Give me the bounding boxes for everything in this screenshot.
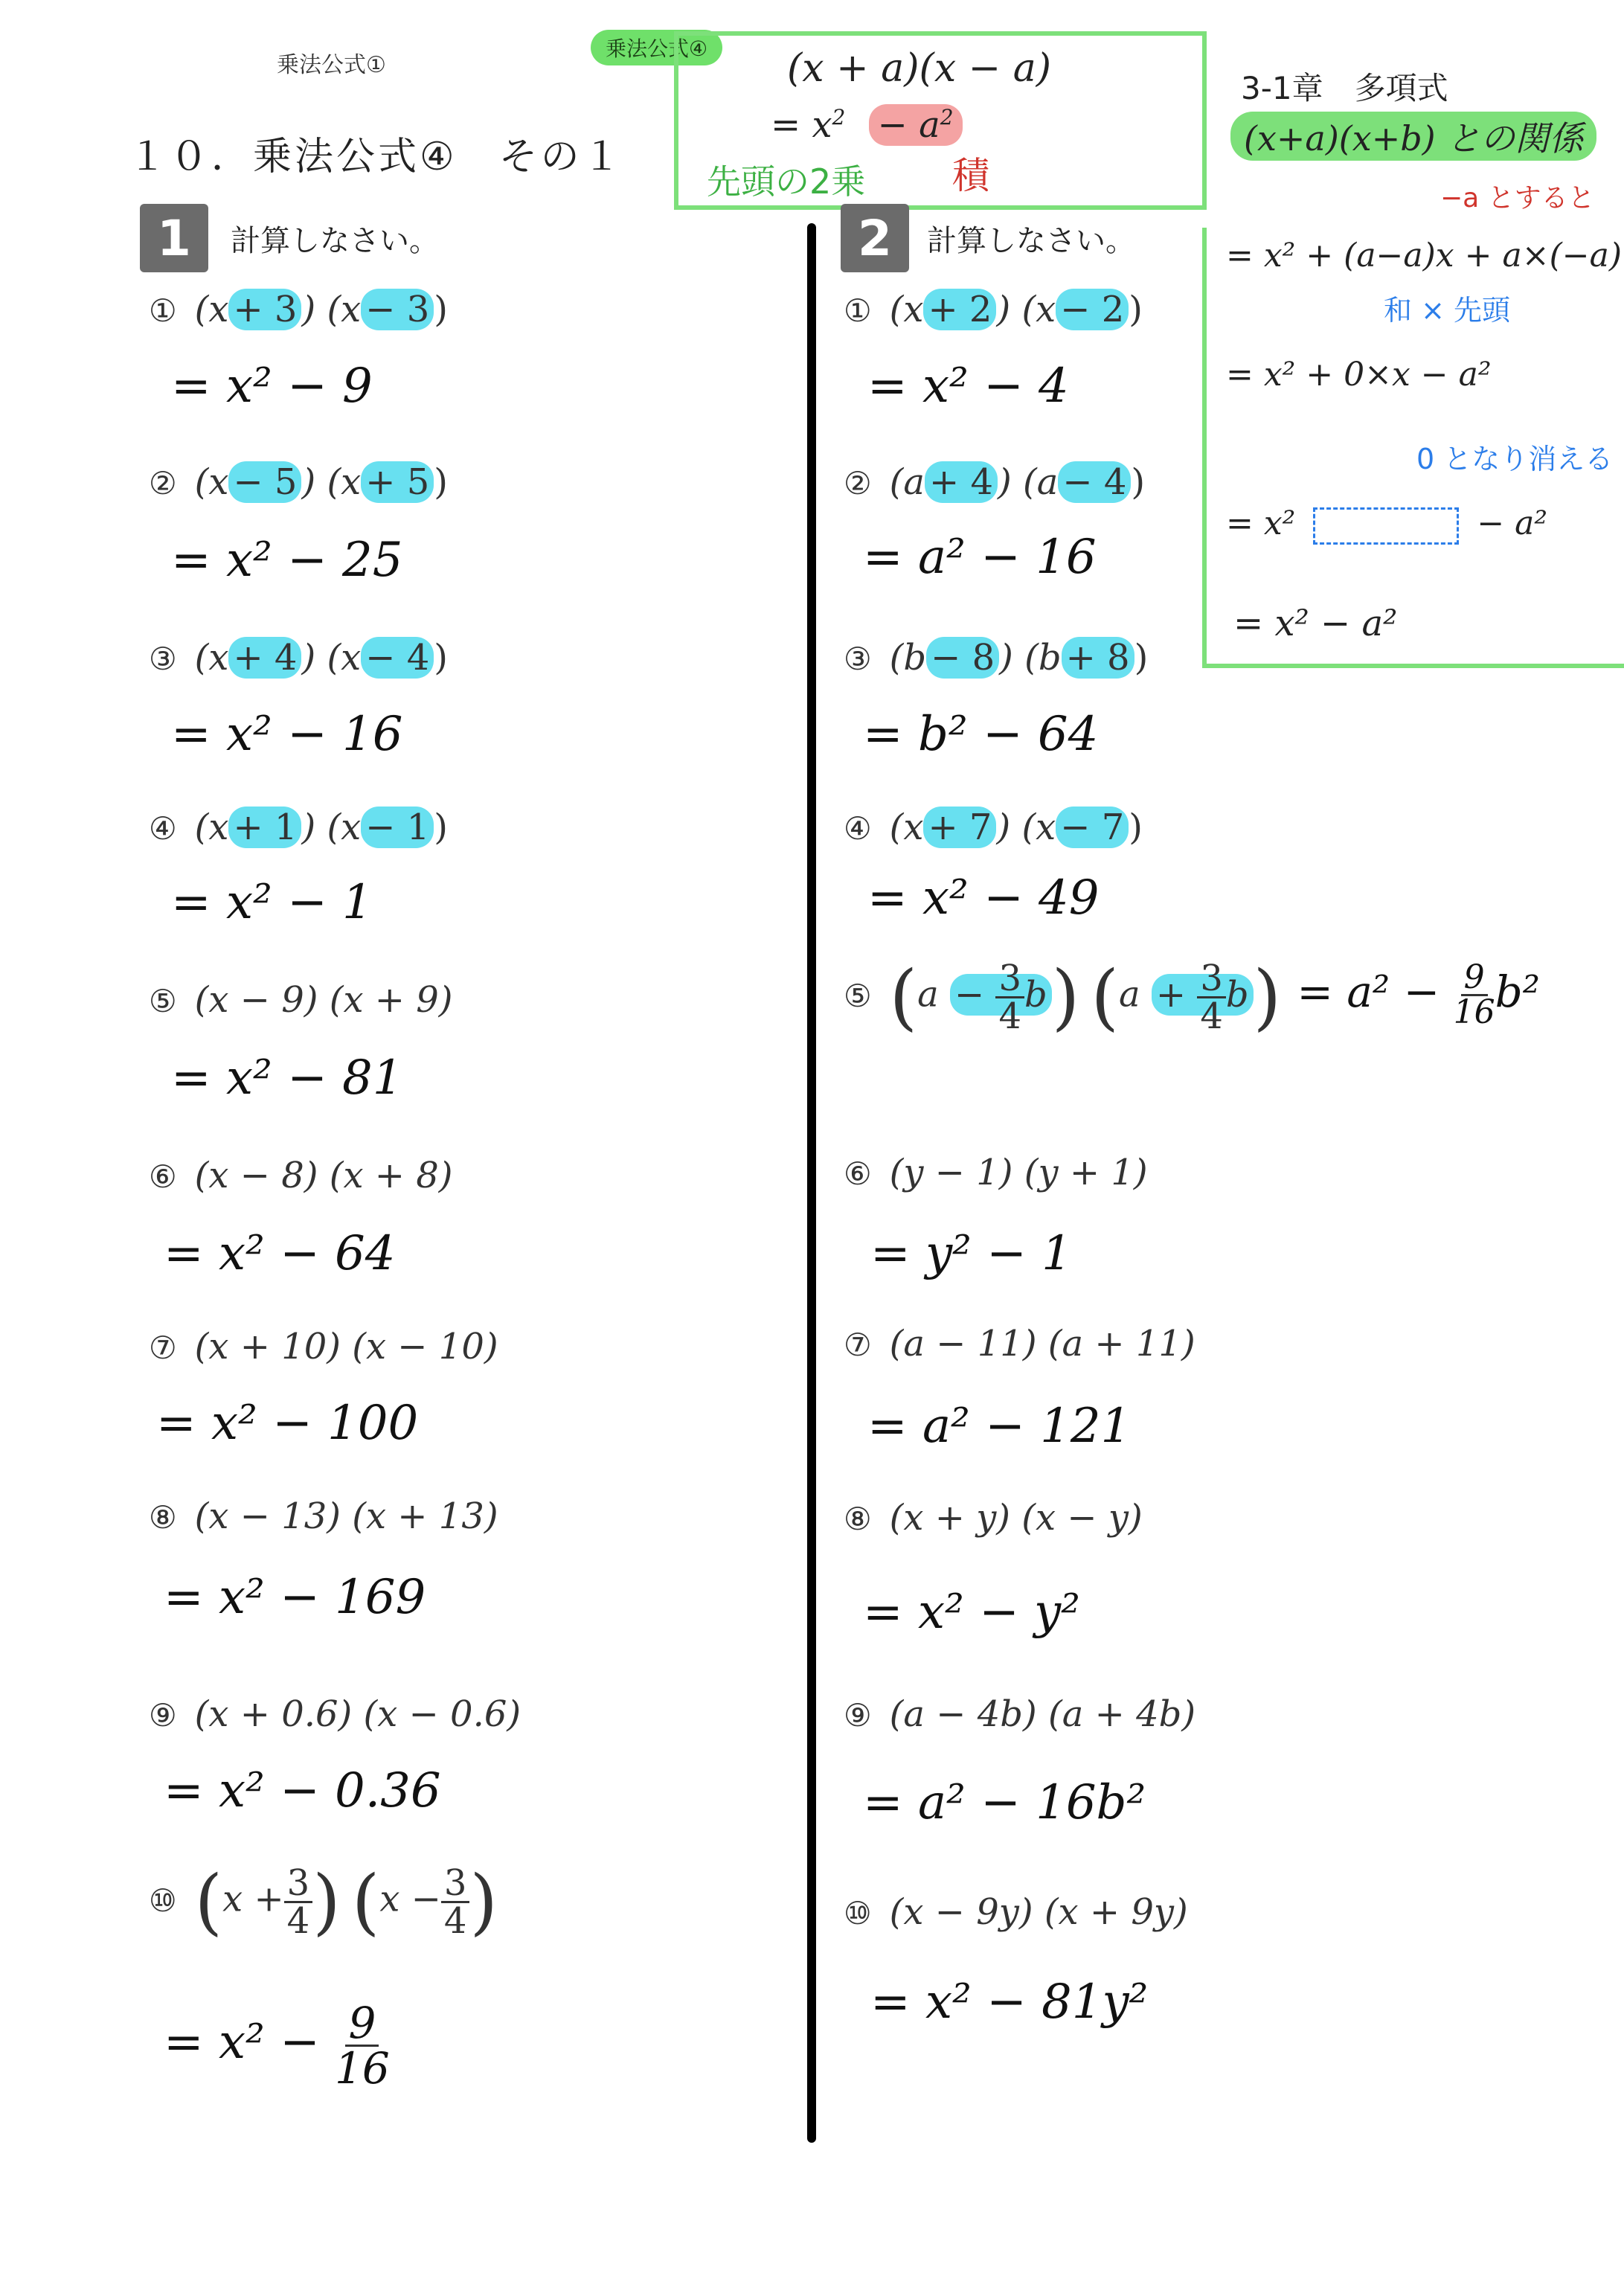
header-small-label: 乗法公式① [277, 52, 386, 78]
note-product: 積 [952, 154, 989, 197]
s1-problem-7: ⑦ (x + 10) (x − 10) [149, 1326, 498, 1367]
relation-border-left [1202, 228, 1207, 668]
s1-answer-3: = x² − 16 [171, 707, 403, 762]
section2-number: 2 [841, 204, 909, 272]
relation-border-bottom [1202, 664, 1624, 668]
s2-answer-7: = a² − 121 [867, 1399, 1132, 1454]
s1-answer-2: = x² − 25 [171, 533, 403, 588]
page-title: １０．乗法公式④ その１ [128, 135, 624, 179]
section2-instruction: 計算しなさい。 [927, 224, 1135, 258]
s2-answer-4: = x² − 49 [867, 870, 1100, 926]
highlight: − $\frac{3}{4}$ b [950, 974, 1052, 1016]
s2-problem-3: ③ (b − 8 ) (b + 8 ) [844, 637, 1149, 679]
relation-title: (x+a)(x+b) との関係 [1230, 112, 1596, 161]
column-divider [807, 223, 816, 2143]
relation-step1-note: 和 × 先頭 [1384, 294, 1510, 327]
section1-instruction: 計算しなさい。 [231, 224, 439, 258]
formula-badge: 乗法公式④ [591, 30, 722, 65]
section1-number: 1 [140, 204, 208, 272]
s2-answer-10: = x² − 81y² [870, 1975, 1149, 2030]
s1-problem-10: ⑩ (x + $\frac{3}{4}$ ) (x − $\frac{3}{4}$ ) [149, 1860, 498, 1943]
fraction: $\frac{3}{4}$ [284, 1865, 313, 1939]
relation-step3: = x² − a² [1226, 504, 1547, 545]
s2-answer-6: = y² − 1 [870, 1226, 1072, 1281]
formula-product: − $a^2$ [869, 104, 963, 146]
fraction: $\frac{3}{4}$ [1197, 961, 1226, 1034]
blank-box [1313, 507, 1459, 545]
s2-answer-2: = a² − 16 [863, 530, 1097, 585]
formula-line1: (x + a)(x − a) [787, 46, 1052, 91]
chapter-label: 3-1章 多項式 [1241, 70, 1448, 106]
s1-answer-5: = x² − 81 [171, 1051, 403, 1106]
formula-square: = x [771, 104, 832, 146]
relation-step1: = x² + (a−a)x + a×(−a) [1226, 237, 1622, 275]
s1-problem-9: ⑨ (x + 0.6) (x − 0.6) [149, 1693, 521, 1735]
s1-answer-6: = x² − 64 [164, 1226, 396, 1281]
fraction: $\frac{3}{4}$ [441, 1865, 470, 1939]
s1-answer-1: = x² − 9 [171, 359, 373, 414]
s2-problem-4: ④ (x + 7 ) (x − 7 ) [844, 807, 1143, 848]
fraction: $\frac{3}{4}$ [995, 961, 1024, 1034]
answer-fraction: $\frac{9}{16}$ [1453, 958, 1495, 1031]
s1-answer-9: = x² − 0.36 [164, 1763, 441, 1818]
relation-step2-note: 0 となり消える [1416, 443, 1614, 475]
s2-answer-8: = x² − y² [863, 1585, 1080, 1640]
s2-problem-7: ⑦ (a − 11) (a + 11) [844, 1323, 1195, 1365]
relation-step2: = x² + 0×x − a² [1226, 356, 1492, 394]
s2-answer-5: = a² − $\frac{9}{16}$ b² [1297, 958, 1541, 1031]
relation-step4: = x² − a² [1233, 603, 1398, 644]
formula-line2: = $x^2 - a^2$ [771, 104, 963, 146]
s1-answer-4: = x² − 1 [171, 875, 373, 930]
s1-problem-5: ⑤ (x − 9) (x + 9) [149, 979, 453, 1021]
s1-problem-1: ① (x + 3 ) (x − 3 ) [149, 289, 448, 330]
s1-problem-4: ④ (x + 1 ) (x − 1 ) [149, 807, 448, 848]
note-square: 先頭の2乗 [707, 161, 866, 202]
answer-fraction: $\frac{9}{16}$ [335, 1998, 390, 2094]
s1-answer-10: = x² − $\frac{9}{16}$ [164, 1998, 390, 2094]
s1-problem-6: ⑥ (x − 8) (x + 8) [149, 1155, 453, 1196]
s2-problem-5: ⑤ (a − $\frac{3}{4}$ b) (a + $\frac{3}{4}$ b) = a² − $\frac{9}{16}$ b² [844, 955, 1541, 1039]
relation-note-b: −a とすると [1440, 183, 1595, 214]
s2-answer-9: = a² − 16b² [863, 1775, 1146, 1830]
s1-problem-8: ⑧ (x − 13) (x + 13) [149, 1495, 498, 1537]
s2-problem-10: ⑩ (x − 9y) (x + 9y) [844, 1891, 1188, 1933]
s1-answer-8: = x² − 169 [164, 1570, 426, 1625]
s2-problem-9: ⑨ (a − 4b) (a + 4b) [844, 1693, 1196, 1735]
s1-problem-3: ③ (x + 4 ) (x − 4 ) [149, 637, 448, 679]
s2-answer-3: = b² − 64 [863, 707, 1099, 762]
s2-problem-8: ⑧ (x + y) (x − y) [844, 1497, 1143, 1539]
s1-problem-2: ② (x − 5 ) (x + 5 ) [149, 461, 448, 503]
s2-answer-1: = x² − 4 [867, 359, 1069, 414]
highlight: + $\frac{3}{4}$ b [1152, 974, 1254, 1016]
s1-answer-7: = x² − 100 [156, 1396, 419, 1451]
s2-problem-1: ① (x + 2 ) (x − 2 ) [844, 289, 1143, 330]
s2-problem-6: ⑥ (y − 1) (y + 1) [844, 1152, 1148, 1193]
s2-problem-2: ② (a + 4 ) (a − 4 ) [844, 461, 1146, 503]
